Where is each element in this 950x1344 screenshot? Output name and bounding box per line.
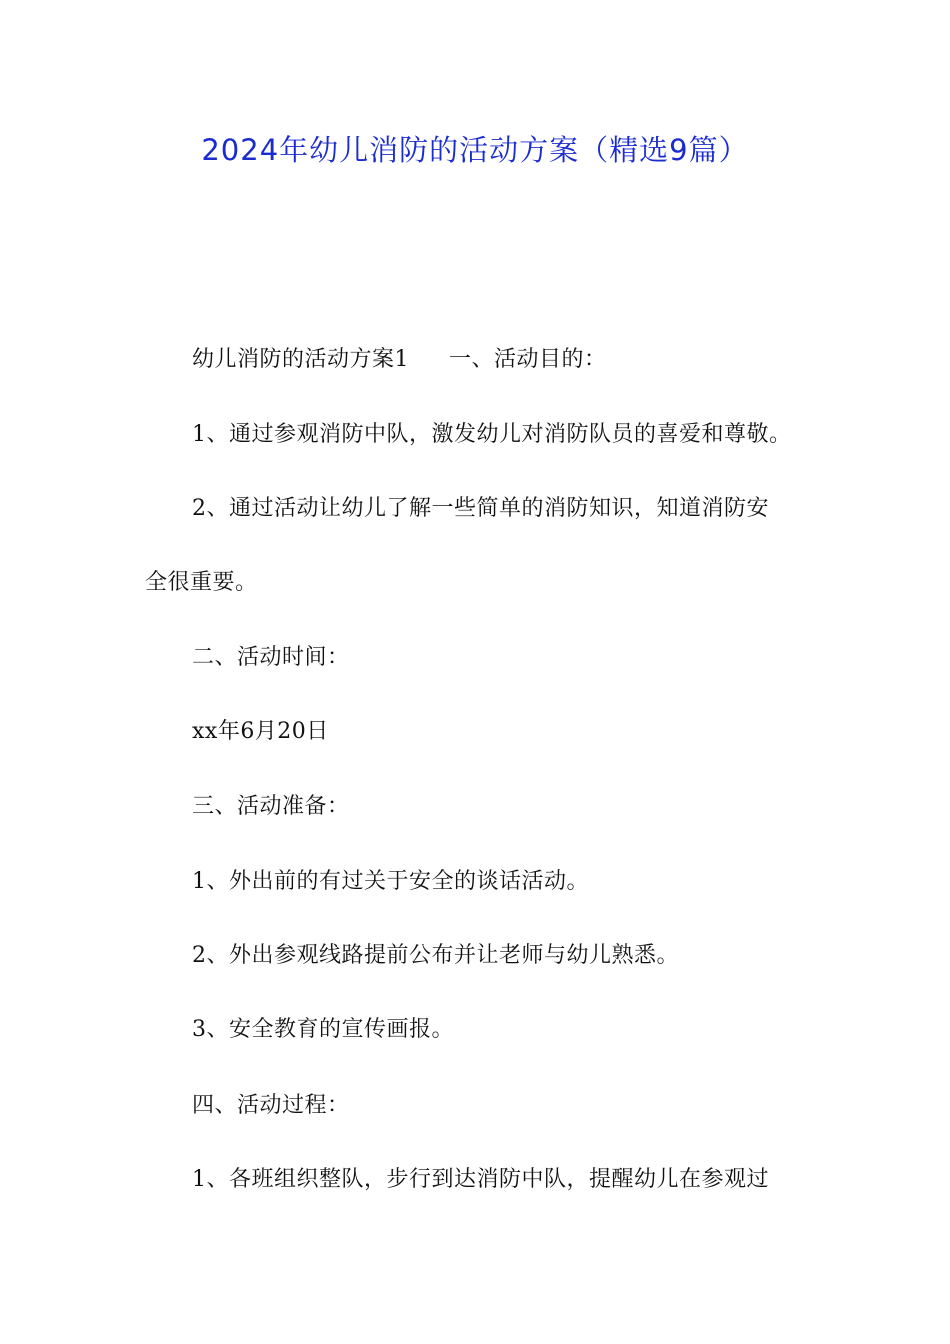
preparation-item-3: 3、安全教育的宣传画报。 bbox=[192, 1017, 454, 1042]
purpose-item-2-continued: 全很重要。 bbox=[145, 570, 258, 595]
section-heading-time: 二、活动时间： bbox=[192, 645, 350, 670]
plan-heading: 幼儿消防的活动方案1 bbox=[192, 347, 409, 372]
process-item-1: 1、各班组织整队，步行到达消防中队，提醒幼儿在参观过 bbox=[192, 1167, 769, 1192]
section-heading-process: 四、活动过程： bbox=[192, 1093, 350, 1118]
document-title: 2024年幼儿消防的活动方案（精选9篇） bbox=[201, 133, 749, 167]
activity-date: xx年6月20日 bbox=[192, 719, 329, 744]
purpose-item-1: 1、通过参观消防中队，激发幼儿对消防队员的喜爱和尊敬。 bbox=[192, 422, 792, 447]
section-heading-preparation: 三、活动准备： bbox=[192, 794, 350, 819]
section-heading-purpose: 一、活动目的： bbox=[449, 347, 607, 372]
preparation-item-1: 1、外出前的有过关于安全的谈话活动。 bbox=[192, 869, 589, 894]
plan-heading-line bbox=[192, 344, 607, 376]
preparation-item-2: 2、外出参观线路提前公布并让老师与幼儿熟悉。 bbox=[192, 943, 679, 968]
purpose-item-2: 2、通过活动让幼儿了解一些简单的消防知识，知道消防安 bbox=[192, 496, 769, 521]
